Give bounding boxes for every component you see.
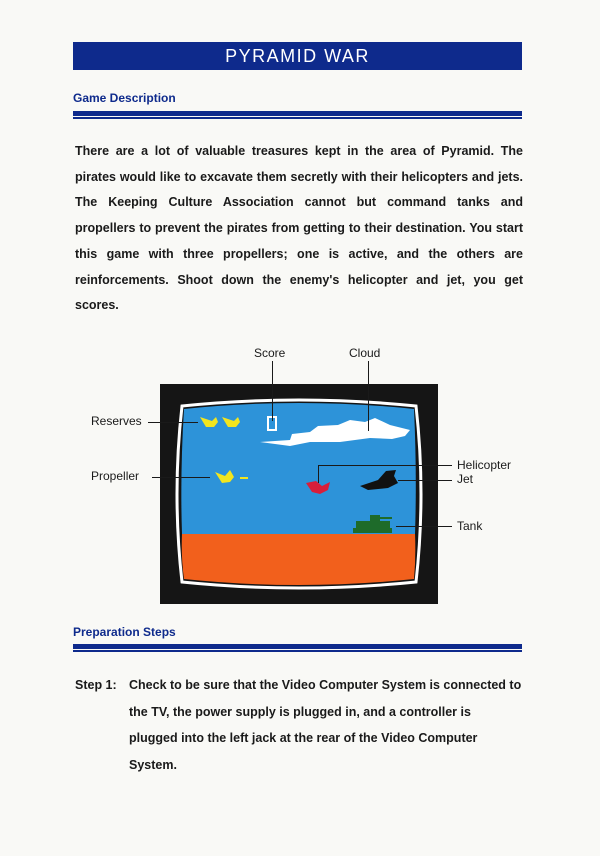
title-banner [73, 42, 522, 70]
leader-line-jet [398, 480, 452, 481]
leader-line-helicopter [318, 465, 452, 466]
page-title: PYRAMID WAR [225, 45, 370, 66]
label-reserves: Reserves [91, 414, 142, 428]
section-header-preparation-steps [73, 625, 522, 639]
section-rule [73, 650, 522, 652]
label-tank: Tank [457, 519, 483, 533]
leader-line-propeller [152, 477, 210, 478]
section-title: Preparation Steps [73, 625, 176, 639]
step-text: Check to be sure that the Video Computer System is connected to the TV, the power supply is plugged in, and a controller is plugged into the left jack at the rear of the Video Computer System. [129, 678, 522, 772]
bullet-icon [240, 477, 248, 479]
leader-line-tank [396, 526, 452, 527]
ground [182, 534, 416, 585]
label-helicopter: Helicopter [457, 458, 512, 472]
section-rule [73, 111, 522, 116]
label-score: Score [254, 346, 286, 360]
leader-line-helicopter [318, 465, 319, 483]
game-description-text: There are a lot of valuable treasures kept in the area of Pyramid. The pirates would like to excavate them secretly with their helicopters and jets. The Keeping Culture Association cannot but command tanks and propellers to prevent the pirates from getting to their destination. You start this game with three propellers; one is active, and the others are reinforcements. Shoot down the enemy's helicopter and jet, you get scores. [75, 144, 523, 313]
leader-line-reserves [148, 422, 198, 423]
section-rule [73, 117, 522, 119]
step-label: Step 1: [75, 678, 117, 692]
label-cloud: Cloud [349, 346, 381, 360]
section-title: Game Description [73, 91, 176, 105]
label-jet: Jet [457, 472, 474, 486]
game-screen-illustration [160, 384, 438, 604]
label-propeller: Propeller [91, 469, 140, 483]
leader-line-score [272, 361, 273, 421]
section-header-game-description [73, 91, 522, 105]
leader-line-cloud [368, 361, 369, 431]
section-rule [73, 644, 522, 649]
